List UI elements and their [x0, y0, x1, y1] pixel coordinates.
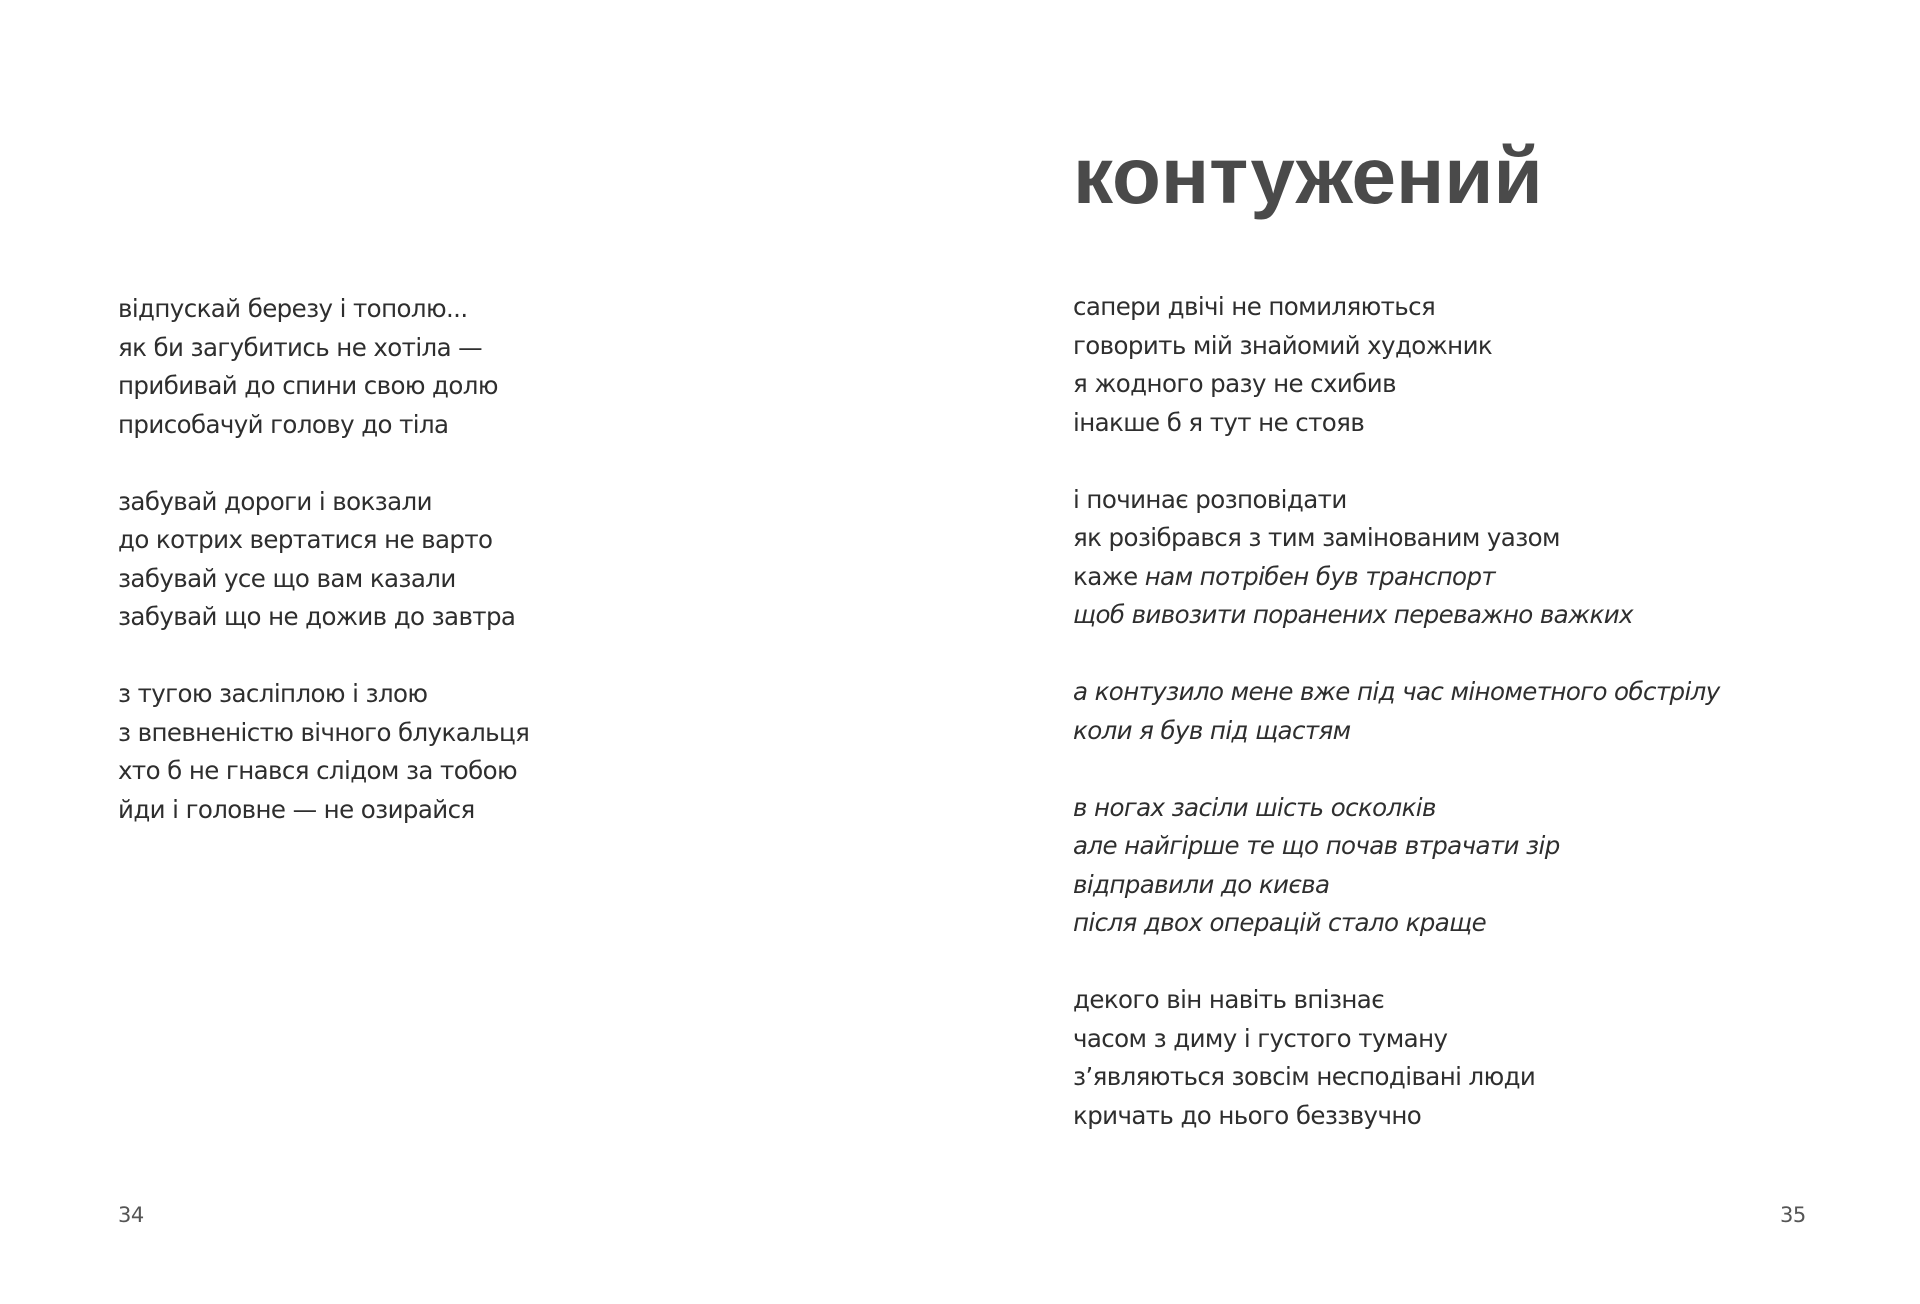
poem-line: говорить мій знайомий художник	[1073, 330, 1493, 360]
stanza	[1073, 981, 1720, 1135]
italic-segment: нам потрібен був транспорт	[1144, 561, 1496, 591]
stanza	[1073, 481, 1720, 635]
poem-line-italic: відправили до києва	[1073, 869, 1330, 899]
page-number-left: 34	[118, 1203, 144, 1227]
poem-line-italic: в ногах засіли шість осколків	[1073, 792, 1436, 822]
stanza	[1073, 673, 1720, 750]
poem-line: відпускай березу і тополю...	[118, 294, 468, 323]
plain-segment: каже	[1073, 561, 1145, 591]
poem-line-italic: після двох операцій стало краще	[1073, 908, 1487, 937]
poem-line: до котрих вертатися не варто	[118, 525, 493, 554]
stanza	[118, 483, 529, 637]
poem-line: інакше б я тут не стояв	[1073, 407, 1365, 437]
poem-line: забувай що не дожив до завтра	[118, 602, 516, 631]
poem-line: хто б не гнався слідом за тобою	[118, 756, 518, 785]
right-poem	[1073, 288, 1720, 1135]
poem-line: з тугою засліплою і злою	[118, 679, 428, 708]
stanza	[1073, 789, 1720, 943]
poem-line-italic: а контузило мене вже під час мінометного обстрілу	[1073, 677, 1720, 706]
page-number-right: 35	[1780, 1203, 1806, 1227]
poem-line: сапери двічі не помиляються	[1073, 292, 1436, 321]
poem-line: кричать до нього беззвучно	[1073, 1100, 1422, 1130]
poem-line: я жодного разу не схибив	[1073, 369, 1396, 398]
poem-line: забувай дороги і вокзали	[118, 486, 432, 516]
poem-line-mixed	[1073, 558, 1720, 597]
poem-line: і починає розповідати	[1073, 484, 1347, 514]
stanza	[118, 290, 529, 444]
poem-line-italic: коли я був під щастям	[1073, 715, 1351, 745]
stanza	[118, 675, 529, 829]
poem-line: прибивай до спини свою долю	[118, 371, 498, 400]
poem-line: як би загубитись не хотіла —	[118, 332, 483, 362]
poem-line: забувай усе що вам казали	[118, 563, 456, 593]
left-poem	[118, 290, 529, 829]
poem-line: часом з диму і густого туману	[1073, 1023, 1448, 1053]
right-page	[960, 0, 1920, 1304]
poem-line: декого він навіть впізнає	[1073, 985, 1385, 1014]
poem-line: присобачуй голову до тіла	[118, 409, 449, 439]
poem-line: з’являються зовсім несподівані люди	[1073, 1062, 1536, 1091]
poem-line-italic: але найгірше те що почав втрачати зір	[1073, 831, 1560, 860]
poem-line: з впевненістю вічного блукальця	[118, 717, 530, 747]
poem-title: контужений	[1073, 131, 1543, 220]
poem-line-italic: щоб вивозити поранених переважно важких	[1073, 600, 1633, 629]
poem-line: як розібрався з тим замінованим уазом	[1073, 523, 1560, 552]
poem-line: йди і головне — не озирайся	[118, 794, 475, 824]
stanza	[1073, 288, 1720, 442]
